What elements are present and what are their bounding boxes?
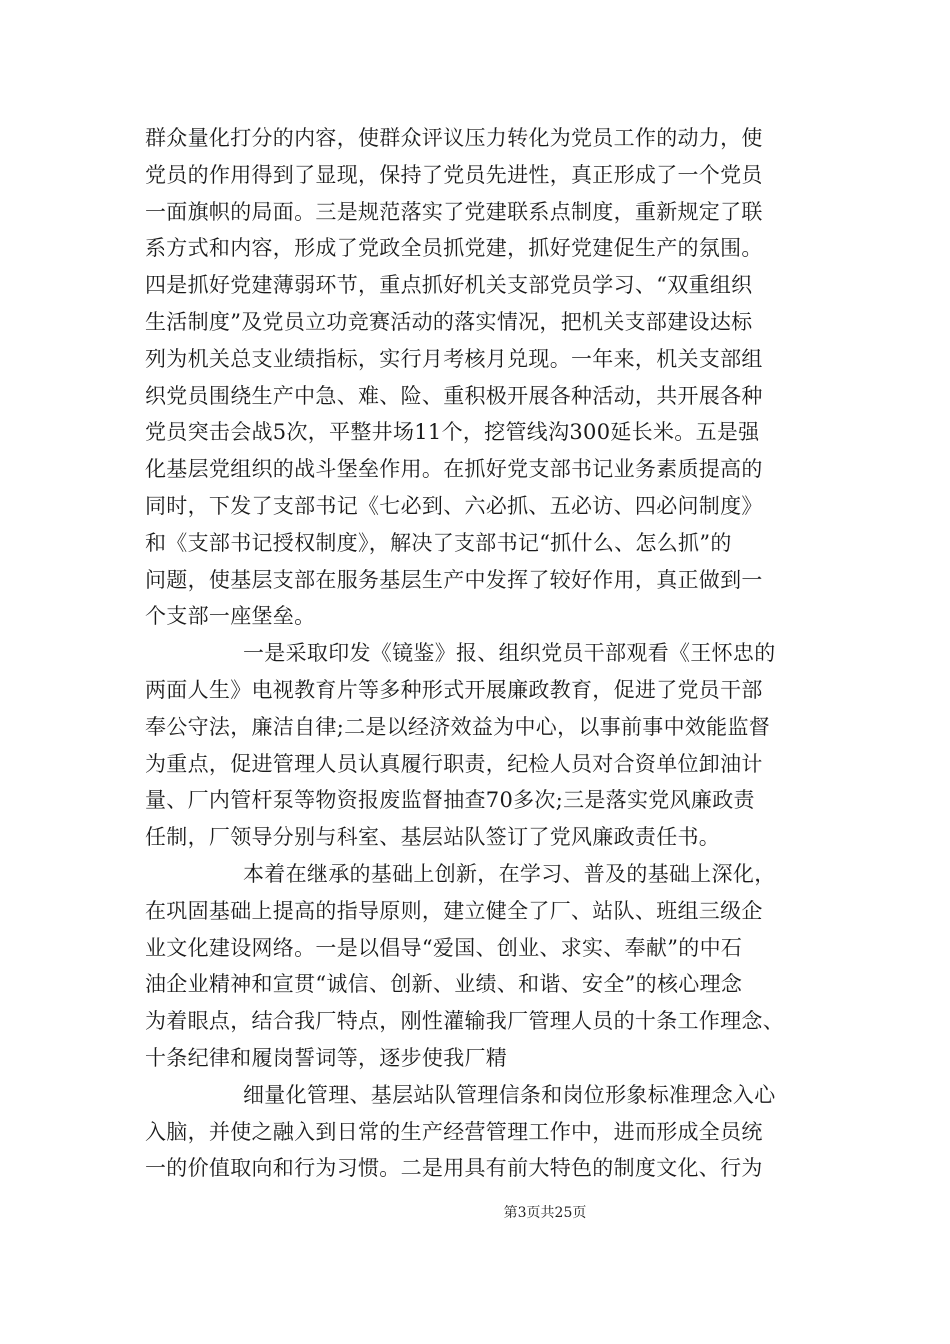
text-line: 和《支部书记授权制度》，解决了支部书记“抓什么、怎么抓”的 <box>145 530 732 555</box>
text-line: 一的价值取向和行为习惯。二是用具有前大特色的制度文化、行为 <box>145 1156 763 1181</box>
text-line: 一是采取印发《镜鉴》报、组织党员干部观看《王怀忠的 <box>243 641 776 666</box>
text-line: 在巩固基础上提高的指导原则，建立健全了厂、站队、班组三级企 <box>145 898 763 923</box>
body-text <box>145 120 825 1187</box>
text-line: 群众量化打分的内容，使群众评议压力转化为党员工作的动力，使 <box>145 126 763 150</box>
text-line: 油企业精神和宣贯“诚信、创新、业绩、和谐、安全”的核心理念 <box>145 972 743 997</box>
text-line: 任制，厂领导分别与科室、基层站队签订了党风廉政责任书。 <box>145 825 721 850</box>
text-line: 本着在继承的基础上创新，在学习、普及的基础上深化， <box>243 861 776 886</box>
paragraph <box>145 120 825 635</box>
text-line: 量、厂内管杆泵等物资报废监督抽查70多次;三是落实党风廉政责 <box>145 788 755 813</box>
text-line: 入脑，并使之融入到日常的生产经营管理工作中，进而形成全员统 <box>145 1119 763 1144</box>
paragraph <box>145 635 825 856</box>
paragraph <box>145 1077 825 1187</box>
text-line: 问题，使基层支部在服务基层生产中发挥了较好作用，真正做到一 <box>145 567 763 592</box>
text-line: 为着眼点，结合我厂特点，刚性灌输我厂管理人员的十条工作理念、 <box>145 1009 784 1034</box>
text-line: 四是抓好党建薄弱环节，重点抓好机关支部党员学习、“双重组织 <box>145 273 753 298</box>
text-line: 为重点，促进管理人员认真履行职责，纪检人员对合资单位卸油计 <box>145 751 763 776</box>
text-line: 化基层党组织的战斗堡垒作用。在抓好党支部书记业务素质提高的 <box>145 457 763 482</box>
text-line: 织党员围绕生产中急、难、险、重积极开展各种活动，共开展各种 <box>145 383 763 408</box>
text-line: 党员的作用得到了显现，保持了党员先进性，真正形成了一个党员 <box>145 162 763 187</box>
paragraph <box>145 856 825 1077</box>
text-line: 奉公守法，廉洁自律;二是以经济效益为中心，以事前事中效能监督 <box>145 714 771 739</box>
text-line: 列为机关总支业绩指标，实行月考核月兑现。一年来，机关支部组 <box>145 346 763 371</box>
text-line: 细量化管理、基层站队管理信条和岗位形象标准理念入心 <box>243 1082 776 1107</box>
text-line: 党员突击会战5次，平整井场11个，挖管线沟300延长米。五是强 <box>145 420 760 445</box>
text-line: 同时，下发了支部书记《七必到、六必抓、五必访、四必问制度》 <box>145 493 763 518</box>
text-line: 系方式和内容，形成了党政全员抓党建，抓好党建促生产的氛围。 <box>145 236 763 261</box>
text-line: 个支部一座堡垒。 <box>145 604 316 629</box>
text-line: 一面旗帜的局面。三是规范落实了党建联系点制度，重新规定了联 <box>145 199 763 224</box>
text-line: 十条纪律和履岗誓词等，逐步使我厂精 <box>145 1045 508 1070</box>
text-line: 生活制度”及党员立功竞赛活动的落实情况，把机关支部建设达标 <box>145 309 753 334</box>
page-footer: 第3页共25页 <box>503 1205 587 1221</box>
text-line: 两面人生》电视教育片等多种形式开展廉政教育，促进了党员干部 <box>145 677 763 702</box>
text-line: 业文化建设网络。一是以倡导“爱国、创业、求实、奉献”的中石 <box>145 935 743 960</box>
